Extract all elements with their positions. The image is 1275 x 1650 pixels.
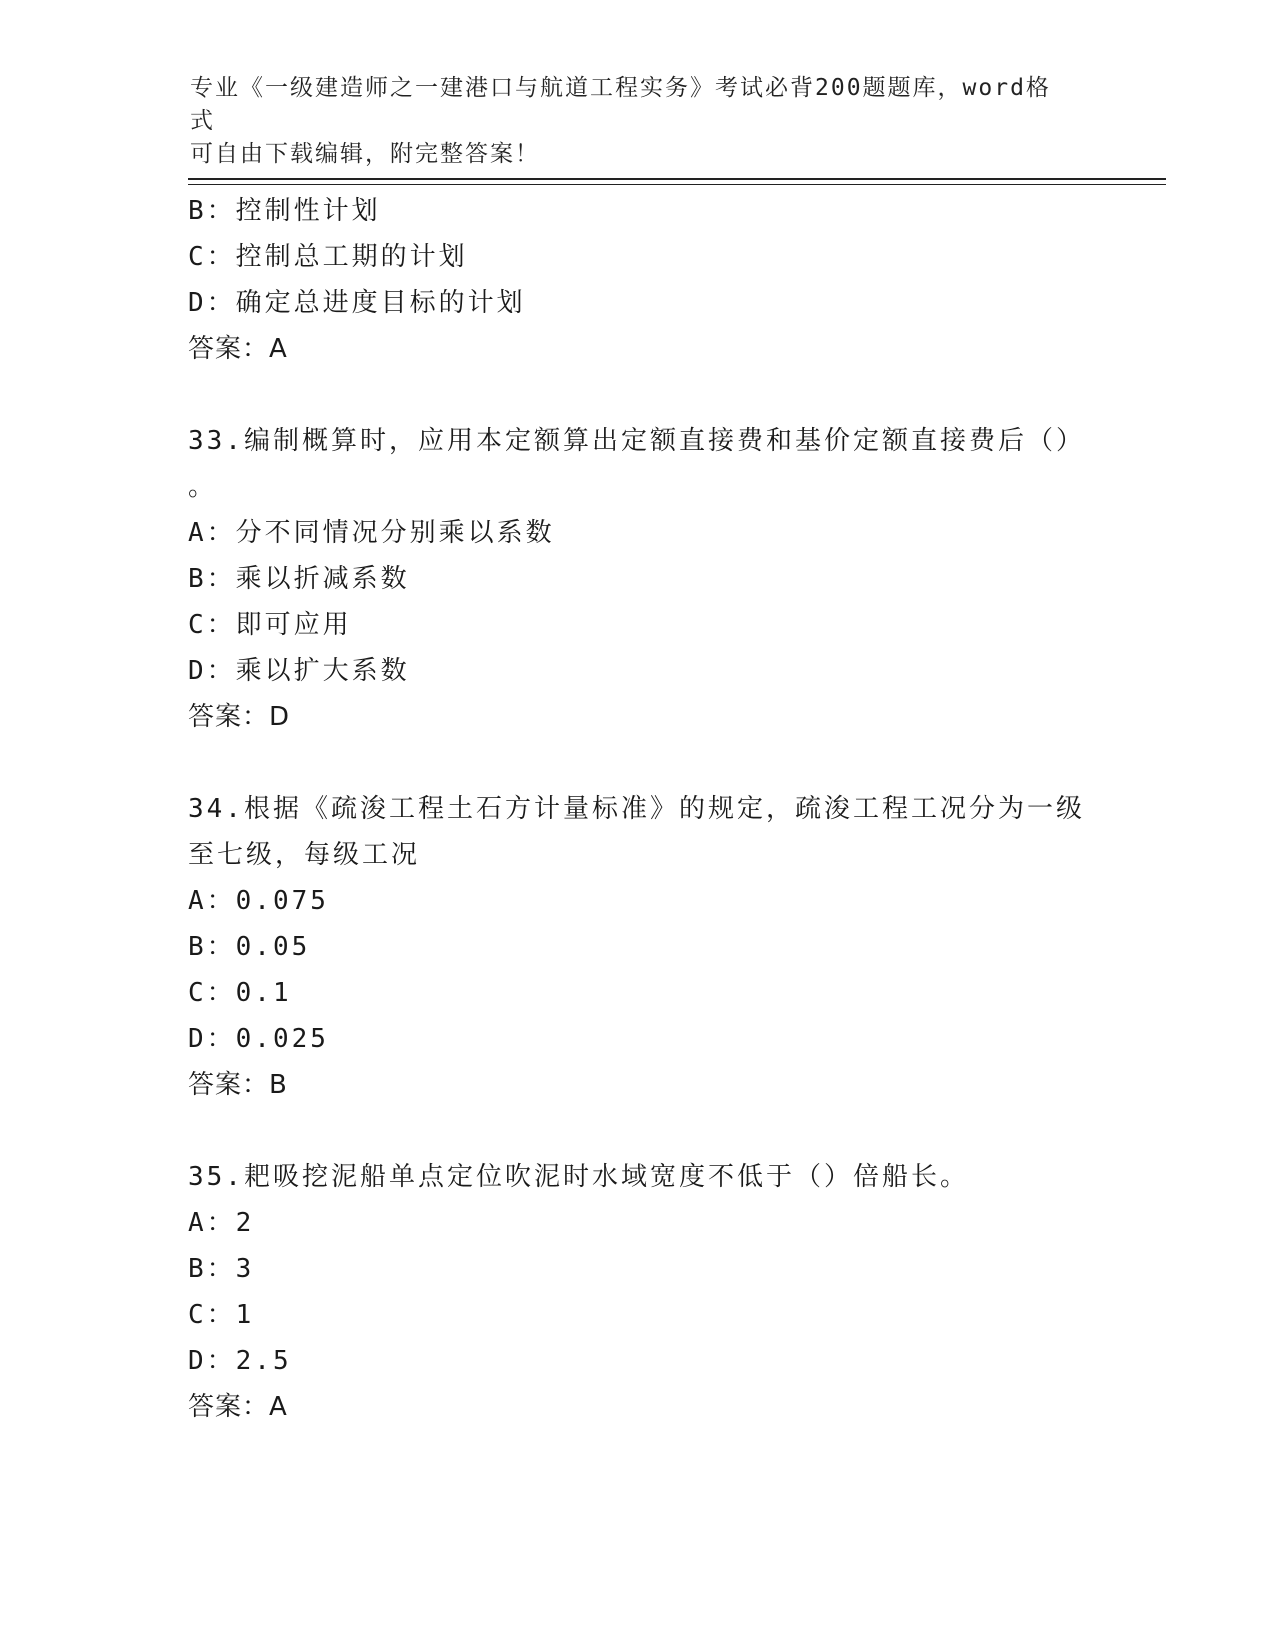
option-b: B：3: [188, 1254, 255, 1284]
question-stem-line-2: 至七级，每级工况: [188, 840, 421, 870]
option-a: A：0.075: [188, 886, 329, 916]
header-divider-thick: [188, 178, 1166, 180]
question-stem-line-1: 34.根据《疏浚工程土石方计量标准》的规定，疏浚工程工况分为一级: [188, 794, 1085, 824]
option-b: B：乘以折减系数: [188, 564, 410, 594]
answer: 答案：A: [188, 1392, 288, 1422]
option-d: D：乘以扩大系数: [188, 656, 410, 686]
question-32-tail: [188, 188, 1088, 372]
question-33: [188, 418, 1088, 740]
answer: 答案：D: [188, 702, 291, 732]
spacer: [188, 740, 1088, 786]
option-d: D：0.025: [188, 1024, 329, 1054]
option-b: B：控制性计划: [188, 196, 381, 226]
option-d: D：确定总进度目标的计划: [188, 288, 526, 318]
option-b: B：0.05: [188, 932, 311, 962]
option-d: D：2.5: [188, 1346, 292, 1376]
question-stem-line-2: 。: [188, 472, 218, 502]
spacer: [188, 372, 1088, 418]
header-line-2: 可自由下载编辑，附完整答案！: [190, 141, 540, 167]
option-c: C：控制总工期的计划: [188, 242, 468, 272]
option-a: A：2: [188, 1208, 255, 1238]
option-c: C：0.1: [188, 978, 292, 1008]
question-list: [188, 188, 1088, 1430]
question-35: [188, 1154, 1088, 1430]
option-c: C：1: [188, 1300, 255, 1330]
question-stem-line-1: 35.耙吸挖泥船单点定位吹泥时水域宽度不低于（）倍船长。: [188, 1162, 969, 1192]
spacer: [188, 1108, 1088, 1154]
answer: 答案：A: [188, 334, 288, 364]
question-stem-line-1: 33.编制概算时，应用本定额算出定额直接费和基价定额直接费后（）: [188, 426, 1085, 456]
option-a: A：分不同情况分别乘以系数: [188, 518, 555, 548]
header-divider-thin: [188, 184, 1166, 185]
question-34: [188, 786, 1088, 1108]
option-c: C：即可应用: [188, 610, 352, 640]
document-header: [190, 72, 1070, 171]
header-line-1: 专业《一级建造师之一建港口与航道工程实务》考试必背200题题库，word格式: [190, 75, 1051, 134]
answer: 答案：B: [188, 1070, 288, 1100]
